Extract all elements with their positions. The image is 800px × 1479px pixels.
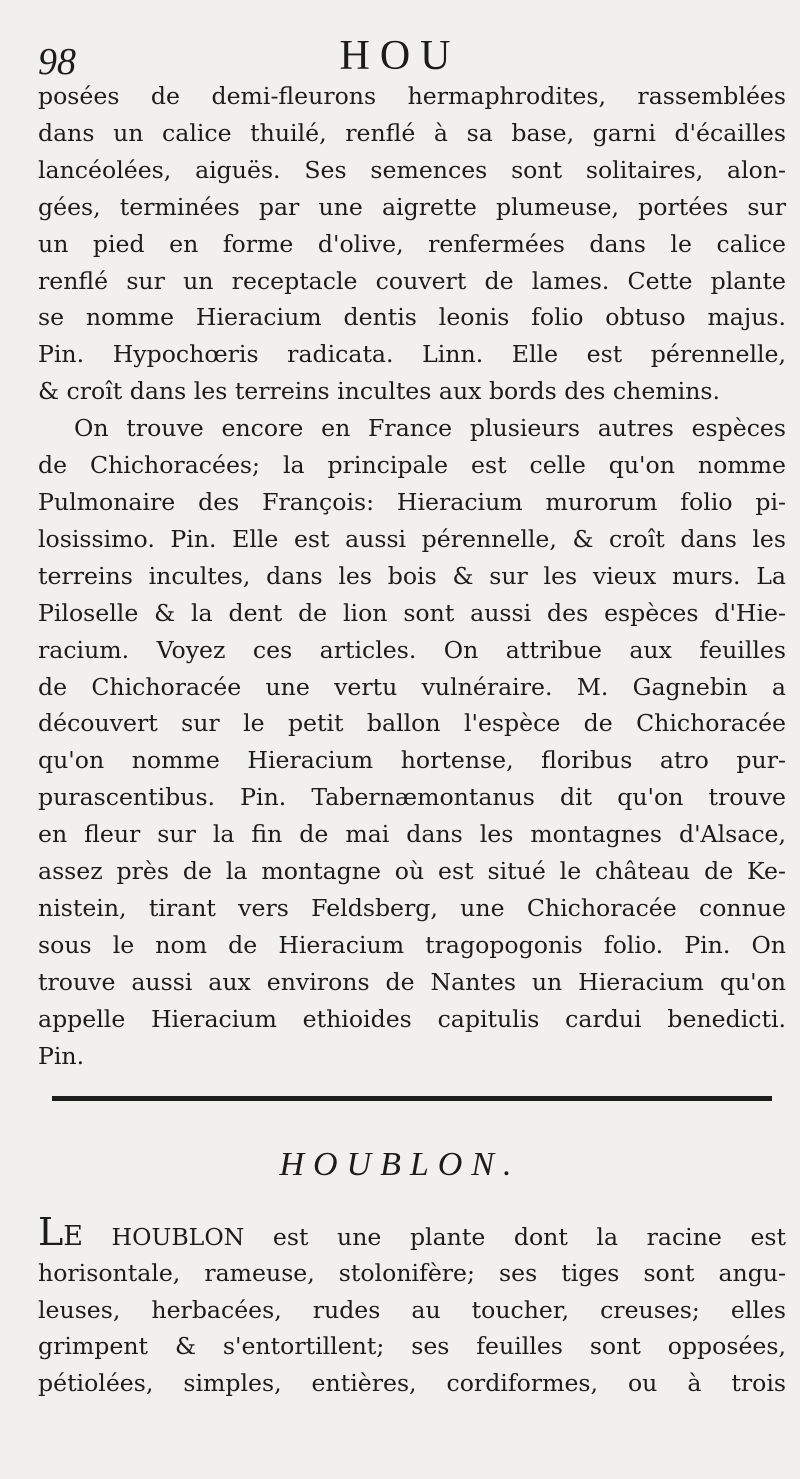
text-line: purascentibus. Pin. Tabernæmontanus dit qu'on trouve xyxy=(38,783,786,812)
text-line: leuses, herbacées, rudes au toucher, creuses; elles xyxy=(38,1295,786,1324)
text-line: pétiolées, simples, entières, cordiformes, ou à trois xyxy=(38,1368,786,1397)
paragraph-1 xyxy=(38,78,786,410)
text-line: se nomme Hieracium dentis leonis folio obtuso majus. xyxy=(38,303,786,332)
text-line-first xyxy=(38,1210,787,1255)
running-head: HOU xyxy=(339,33,461,79)
text-line: assez près de la montagne où est situé le château de Ke- xyxy=(38,857,786,886)
text-line: gées, terminées par une aigrette plumeuse, portées sur xyxy=(38,192,786,221)
text-line: terreins incultes, dans les bois & sur les vieux murs. La xyxy=(38,561,786,590)
text-line: grimpent & s'entortillent; ses feuilles sont opposées, xyxy=(38,1332,786,1361)
text-line: de Chichoracée une vertu vulnéraire. M. Gagnebin a xyxy=(38,672,786,701)
text-line: Piloselle & la dent de lion sont aussi des espèces d'Hie- xyxy=(38,598,786,627)
text-line: Pin. xyxy=(38,1041,85,1070)
text-line: lancéolées, aiguës. Ses semences sont solitaires, alon- xyxy=(38,155,786,184)
text-line: nistein, tirant vers Feldsberg, une Chichoracée connue xyxy=(38,893,786,922)
text-line: de Chichoracées; la principale est celle qu'on nomme xyxy=(38,451,786,480)
text-line: posées de demi-fleurons hermaphrodites, rassemblées xyxy=(38,82,786,110)
text-line: trouve aussi aux environs de Nantes un Hieracium qu'on xyxy=(38,967,786,996)
text-line: & croît dans les terreins incultes aux bords des chemins. xyxy=(38,377,721,406)
text-line: un pied en forme d'olive, renfermées dans le calice xyxy=(38,229,786,258)
text-line: découvert sur le petit ballon l'espèce de Chichoracée xyxy=(38,709,786,738)
text-line: Pulmonaire des François: Hieracium murorum folio pi- xyxy=(38,487,786,516)
text-line: renflé sur un receptacle couvert de lames. Cette plante xyxy=(38,266,786,295)
article-title: HOUBLON. xyxy=(279,1146,521,1183)
text-line: losissimo. Pin. Elle est aussi pérennelle, & croît dans les xyxy=(38,524,786,553)
text-line: racium. Voyez ces articles. On attribue aux feuilles xyxy=(38,635,786,664)
drop-cap: Le xyxy=(38,1210,83,1254)
article-text xyxy=(38,1210,787,1401)
text-line: qu'on nomme Hieracium hortense, floribus atro pur- xyxy=(38,746,786,775)
continued-article-text xyxy=(38,78,786,1074)
text-line: sous le nom de Hieracium tragopogonis folio. Pin. On xyxy=(38,930,786,959)
text-line: Pin. Hypochœris radicata. Linn. Elle est pérennelle, xyxy=(38,340,786,369)
text-line: en fleur sur la fin de mai dans les montagnes d'Alsace, xyxy=(38,820,786,849)
paragraph-2 xyxy=(38,410,786,1074)
section-divider xyxy=(52,1096,772,1101)
text-line: horisontale, rameuse, stolonifère; ses tiges sont angu- xyxy=(38,1259,786,1288)
text-line-rest: HOUBLON est une plante dont la racine est xyxy=(111,1223,787,1251)
page-number: 98 xyxy=(38,41,76,83)
text-line: On trouve encore en France plusieurs autres espèces xyxy=(74,414,786,443)
text-line: dans un calice thuilé, renflé à sa base, garni d'écailles xyxy=(38,118,786,147)
text-line: appelle Hieracium ethioides capitulis cardui benedicti. xyxy=(38,1004,786,1033)
